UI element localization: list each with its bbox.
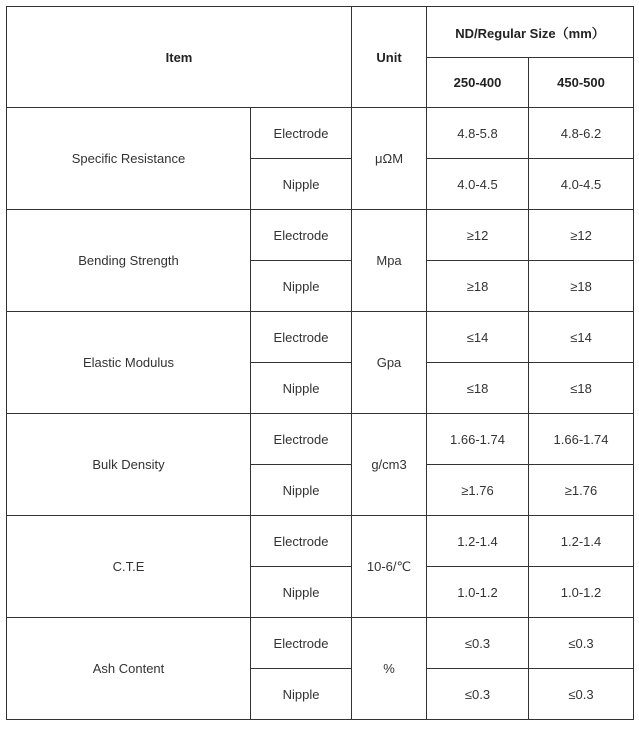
value-cell: ≤14 xyxy=(529,312,634,363)
size-250-400-header: 250-400 xyxy=(427,58,529,108)
value-cell: ≤0.3 xyxy=(427,669,529,720)
table-row xyxy=(7,108,634,159)
part-label: Nipple xyxy=(251,363,352,414)
table-row xyxy=(7,516,634,567)
value-cell: 4.0-4.5 xyxy=(427,159,529,210)
part-label: Electrode xyxy=(251,414,352,465)
table-row xyxy=(7,210,634,261)
part-label: Nipple xyxy=(251,261,352,312)
item-header: Item xyxy=(7,7,352,108)
value-cell: 4.8-6.2 xyxy=(529,108,634,159)
table-row xyxy=(7,618,634,669)
part-label: Nipple xyxy=(251,567,352,618)
value-cell: ≤0.3 xyxy=(529,669,634,720)
property-name: Ash Content xyxy=(7,618,251,720)
value-cell: ≥12 xyxy=(529,210,634,261)
header-row xyxy=(7,7,634,58)
part-label: Nipple xyxy=(251,465,352,516)
value-cell: 4.0-4.5 xyxy=(529,159,634,210)
property-name: C.T.E xyxy=(7,516,251,618)
value-cell: ≥18 xyxy=(427,261,529,312)
size-group-header: ND/Regular Size（mm） xyxy=(427,7,634,58)
value-cell: ≥1.76 xyxy=(529,465,634,516)
unit-cell: Mpa xyxy=(352,210,427,312)
part-label: Electrode xyxy=(251,516,352,567)
value-cell: 4.8-5.8 xyxy=(427,108,529,159)
spec-table xyxy=(6,6,634,720)
part-label: Nipple xyxy=(251,159,352,210)
part-label: Electrode xyxy=(251,108,352,159)
unit-cell: 10-6/℃ xyxy=(352,516,427,618)
value-cell: ≤0.3 xyxy=(427,618,529,669)
part-label: Electrode xyxy=(251,312,352,363)
value-cell: ≤0.3 xyxy=(529,618,634,669)
value-cell: 1.2-1.4 xyxy=(427,516,529,567)
value-cell: ≤14 xyxy=(427,312,529,363)
value-cell: 1.0-1.2 xyxy=(529,567,634,618)
property-name: Elastic Modulus xyxy=(7,312,251,414)
value-cell: 1.66-1.74 xyxy=(427,414,529,465)
value-cell: ≤18 xyxy=(427,363,529,414)
table-row xyxy=(7,312,634,363)
unit-cell: Gpa xyxy=(352,312,427,414)
unit-cell: μΩM xyxy=(352,108,427,210)
table-row xyxy=(7,414,634,465)
value-cell: 1.0-1.2 xyxy=(427,567,529,618)
property-name: Specific Resistance xyxy=(7,108,251,210)
unit-header: Unit xyxy=(352,7,427,108)
unit-cell: g/cm3 xyxy=(352,414,427,516)
value-cell: ≤18 xyxy=(529,363,634,414)
value-cell: 1.2-1.4 xyxy=(529,516,634,567)
part-label: Electrode xyxy=(251,210,352,261)
unit-cell: % xyxy=(352,618,427,720)
value-cell: ≥18 xyxy=(529,261,634,312)
property-name: Bulk Density xyxy=(7,414,251,516)
property-name: Bending Strength xyxy=(7,210,251,312)
part-label: Electrode xyxy=(251,618,352,669)
value-cell: ≥12 xyxy=(427,210,529,261)
value-cell: ≥1.76 xyxy=(427,465,529,516)
part-label: Nipple xyxy=(251,669,352,720)
size-450-500-header: 450-500 xyxy=(529,58,634,108)
value-cell: 1.66-1.74 xyxy=(529,414,634,465)
